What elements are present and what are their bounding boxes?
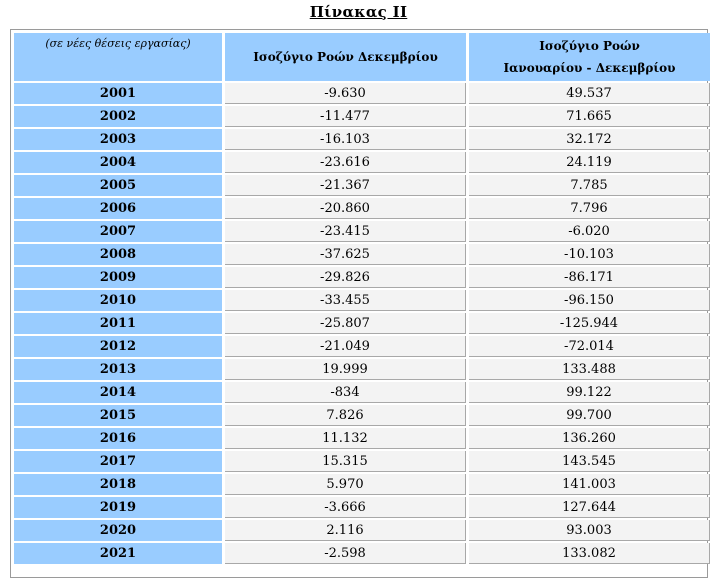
december-balance-cell: -9.630 bbox=[225, 83, 466, 104]
jan-dec-balance-cell: 143.545 bbox=[469, 451, 710, 472]
jan-dec-balance-cell: -125.944 bbox=[469, 313, 710, 334]
december-balance-cell: 5.970 bbox=[225, 474, 466, 495]
december-balance-cell: -834 bbox=[225, 382, 466, 403]
table-row bbox=[14, 290, 710, 311]
year-cell: 2007 bbox=[14, 221, 222, 242]
december-balance-cell: -20.860 bbox=[225, 198, 466, 219]
table-row bbox=[14, 428, 710, 449]
december-balance-cell: 11.132 bbox=[225, 428, 466, 449]
december-balance-cell: -33.455 bbox=[225, 290, 466, 311]
jan-dec-balance-cell: 7.785 bbox=[469, 175, 710, 196]
year-cell: 2015 bbox=[14, 405, 222, 426]
december-balance-cell: -16.103 bbox=[225, 129, 466, 150]
table-row bbox=[14, 267, 710, 288]
year-cell: 2008 bbox=[14, 244, 222, 265]
table-row bbox=[14, 520, 710, 541]
jan-dec-balance-cell: -96.150 bbox=[469, 290, 710, 311]
column-header-december: Ισοζύγιο Ροών Δεκεμβρίου bbox=[225, 33, 466, 81]
jan-dec-balance-cell: 99.122 bbox=[469, 382, 710, 403]
column-header-jan-dec-line1: Ισοζύγιο Ροών bbox=[539, 39, 640, 53]
year-cell: 2009 bbox=[14, 267, 222, 288]
year-cell: 2013 bbox=[14, 359, 222, 380]
table-row bbox=[14, 497, 710, 518]
year-cell: 2010 bbox=[14, 290, 222, 311]
table-row bbox=[14, 106, 710, 127]
jan-dec-balance-cell: -72.014 bbox=[469, 336, 710, 357]
units-label: (σε νέες θέσεις εργασίας) bbox=[14, 33, 222, 81]
december-balance-cell: -11.477 bbox=[225, 106, 466, 127]
year-cell: 2004 bbox=[14, 152, 222, 173]
data-table bbox=[11, 31, 713, 566]
table-row bbox=[14, 336, 710, 357]
year-cell: 2001 bbox=[14, 83, 222, 104]
jan-dec-balance-cell: -10.103 bbox=[469, 244, 710, 265]
table-body bbox=[14, 83, 710, 564]
year-cell: 2003 bbox=[14, 129, 222, 150]
december-balance-cell: 15.315 bbox=[225, 451, 466, 472]
table-row bbox=[14, 244, 710, 265]
december-balance-cell: -21.049 bbox=[225, 336, 466, 357]
table-row bbox=[14, 405, 710, 426]
year-cell: 2005 bbox=[14, 175, 222, 196]
year-cell: 2002 bbox=[14, 106, 222, 127]
december-balance-cell: 19.999 bbox=[225, 359, 466, 380]
column-header-jan-dec-line2: Ιανουαρίου - Δεκεμβρίου bbox=[503, 61, 676, 75]
jan-dec-balance-cell: 99.700 bbox=[469, 405, 710, 426]
december-balance-cell: -29.826 bbox=[225, 267, 466, 288]
year-cell: 2017 bbox=[14, 451, 222, 472]
jan-dec-balance-cell: 93.003 bbox=[469, 520, 710, 541]
december-balance-cell: -25.807 bbox=[225, 313, 466, 334]
year-cell: 2019 bbox=[14, 497, 222, 518]
december-balance-cell: -21.367 bbox=[225, 175, 466, 196]
year-cell: 2012 bbox=[14, 336, 222, 357]
table-row bbox=[14, 474, 710, 495]
jan-dec-balance-cell: 49.537 bbox=[469, 83, 710, 104]
year-cell: 2014 bbox=[14, 382, 222, 403]
jan-dec-balance-cell: -86.171 bbox=[469, 267, 710, 288]
table-row bbox=[14, 359, 710, 380]
table-row bbox=[14, 175, 710, 196]
year-cell: 2016 bbox=[14, 428, 222, 449]
year-cell: 2021 bbox=[14, 543, 222, 564]
data-table-container bbox=[10, 29, 708, 578]
table-header-row bbox=[14, 33, 710, 81]
table-row bbox=[14, 152, 710, 173]
jan-dec-balance-cell: 136.260 bbox=[469, 428, 710, 449]
jan-dec-balance-cell: 133.488 bbox=[469, 359, 710, 380]
december-balance-cell: 7.826 bbox=[225, 405, 466, 426]
december-balance-cell: -3.666 bbox=[225, 497, 466, 518]
jan-dec-balance-cell: 71.665 bbox=[469, 106, 710, 127]
jan-dec-balance-cell: 127.644 bbox=[469, 497, 710, 518]
column-header-jan-dec bbox=[469, 33, 710, 81]
year-cell: 2020 bbox=[14, 520, 222, 541]
december-balance-cell: -23.415 bbox=[225, 221, 466, 242]
year-cell: 2011 bbox=[14, 313, 222, 334]
table-row bbox=[14, 451, 710, 472]
december-balance-cell: 2.116 bbox=[225, 520, 466, 541]
jan-dec-balance-cell: 7.796 bbox=[469, 198, 710, 219]
jan-dec-balance-cell: 32.172 bbox=[469, 129, 710, 150]
jan-dec-balance-cell: 133.082 bbox=[469, 543, 710, 564]
table-row bbox=[14, 198, 710, 219]
table-row bbox=[14, 83, 710, 104]
jan-dec-balance-cell: -6.020 bbox=[469, 221, 710, 242]
december-balance-cell: -2.598 bbox=[225, 543, 466, 564]
december-balance-cell: -23.616 bbox=[225, 152, 466, 173]
year-cell: 2006 bbox=[14, 198, 222, 219]
december-balance-cell: -37.625 bbox=[225, 244, 466, 265]
table-row bbox=[14, 382, 710, 403]
table-row bbox=[14, 221, 710, 242]
table-row bbox=[14, 129, 710, 150]
year-cell: 2018 bbox=[14, 474, 222, 495]
table-row bbox=[14, 313, 710, 334]
jan-dec-balance-cell: 141.003 bbox=[469, 474, 710, 495]
table-row bbox=[14, 543, 710, 564]
table-title: Πίνακας ΙΙ bbox=[309, 3, 408, 21]
jan-dec-balance-cell: 24.119 bbox=[469, 152, 710, 173]
